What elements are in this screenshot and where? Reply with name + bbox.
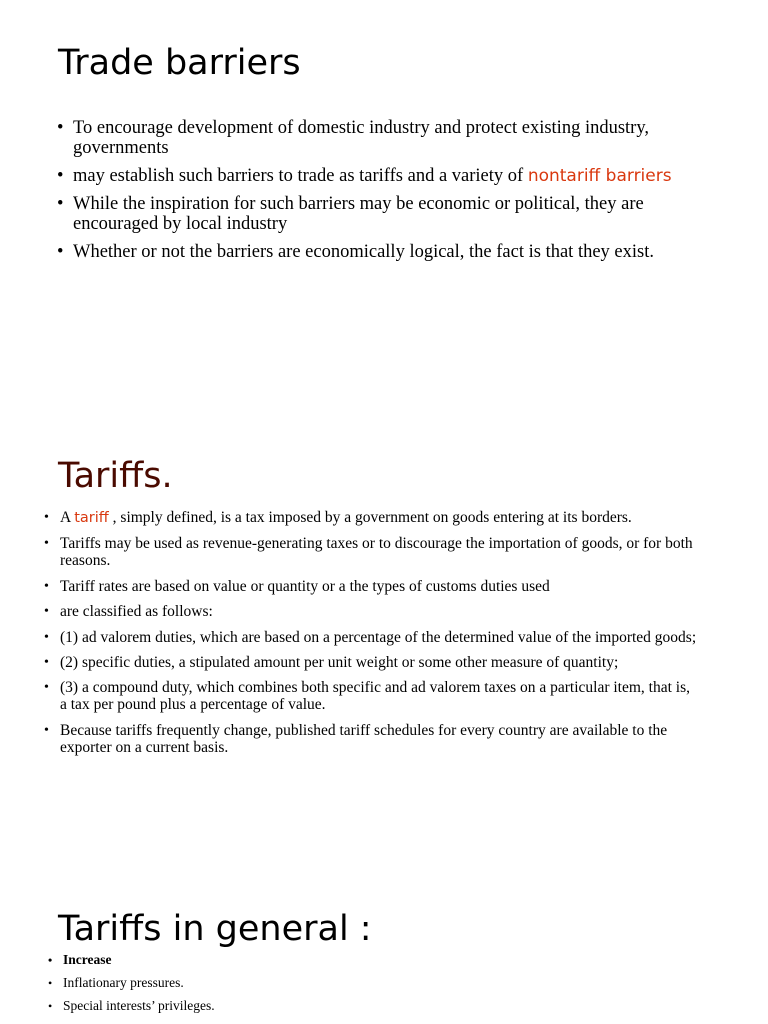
highlight-term: nontariff barriers: [527, 166, 672, 186]
bullet-icon: •: [44, 510, 49, 525]
list-item-text: may establish such barriers to trade as tariffs and a variety of: [73, 166, 528, 186]
list-item: [48, 975, 703, 991]
bullet-icon: •: [57, 194, 64, 214]
highlight-term: tariff: [74, 510, 109, 526]
slide-trade-barriers: [0, 0, 768, 420]
list-item: [57, 194, 723, 234]
list-item: [44, 721, 700, 756]
list-item: [44, 653, 700, 671]
list-item-text: To encourage development of domestic industry and protect existing industry, governments: [73, 118, 650, 158]
slide-title: Tariffs.: [58, 456, 173, 496]
list-item: [44, 628, 700, 646]
bullet-icon: •: [44, 654, 49, 670]
list-item: [44, 577, 700, 595]
slide-tariffs-in-general: [0, 896, 768, 1024]
list-item: [44, 535, 700, 570]
bullet-icon: •: [48, 976, 53, 990]
bullet-icon: •: [44, 536, 49, 552]
bullet-icon: •: [44, 722, 49, 738]
list-item: [57, 118, 723, 158]
list-item-text: are classified as follows:: [60, 603, 213, 621]
list-item: [44, 509, 700, 527]
list-item-text: A: [60, 509, 75, 526]
bullet-list: [48, 952, 703, 1021]
slide-tariffs: [0, 440, 768, 860]
list-item: [57, 166, 723, 186]
bullet-icon: •: [57, 166, 64, 186]
slide-title: Tariffs in general :: [58, 909, 372, 949]
list-item-text: (3) a compound duty, which combines both specific and ad valorem taxes on a particular item, that is, a tax per pound plus a percentage of value.: [60, 679, 691, 714]
list-item-text: Increase: [63, 952, 112, 967]
list-item-text: , simply defined, is a tax imposed by a government on goods entering at its borders.: [108, 509, 632, 526]
list-item-text: Special interests’ privileges.: [63, 998, 215, 1013]
bullet-icon: •: [44, 680, 49, 696]
list-item: [48, 952, 703, 968]
bullet-icon: •: [57, 242, 64, 262]
list-item-text: (2) specific duties, a stipulated amount per unit weight or some other measure of quantity;: [60, 653, 619, 671]
list-item-text: Tariff rates are based on value or quantity or a the types of customs duties used: [60, 577, 550, 595]
list-item-text: Whether or not the barriers are economically logical, the fact is that they exist.: [73, 242, 654, 262]
bullet-icon: •: [57, 118, 64, 138]
bullet-icon: •: [48, 999, 53, 1013]
bullet-icon: •: [44, 578, 49, 594]
list-item: [48, 998, 703, 1014]
list-item-text: (1) ad valorem duties, which are based on a percentage of the determined value of the imported goods;: [60, 628, 697, 646]
list-item-text: Because tariffs frequently change, published tariff schedules for every country are available to the exporter on a current basis.: [60, 721, 668, 756]
list-item: [44, 679, 700, 714]
list-item: [57, 242, 723, 262]
list-item-text: Tariffs may be used as revenue-generating taxes or to discourage the importation of goods, or for both reasons.: [60, 535, 693, 570]
bullet-list: [57, 118, 723, 270]
bullet-icon: •: [44, 604, 49, 620]
slide-title: Trade barriers: [58, 43, 301, 83]
list-item-text: While the inspiration for such barriers may be economic or political, they are encouraged by local industry: [73, 194, 644, 234]
bullet-list: [44, 509, 700, 764]
bullet-icon: •: [48, 953, 53, 967]
list-item: [44, 603, 700, 621]
list-item-text: Inflationary pressures.: [63, 975, 184, 990]
bullet-icon: •: [44, 629, 49, 645]
